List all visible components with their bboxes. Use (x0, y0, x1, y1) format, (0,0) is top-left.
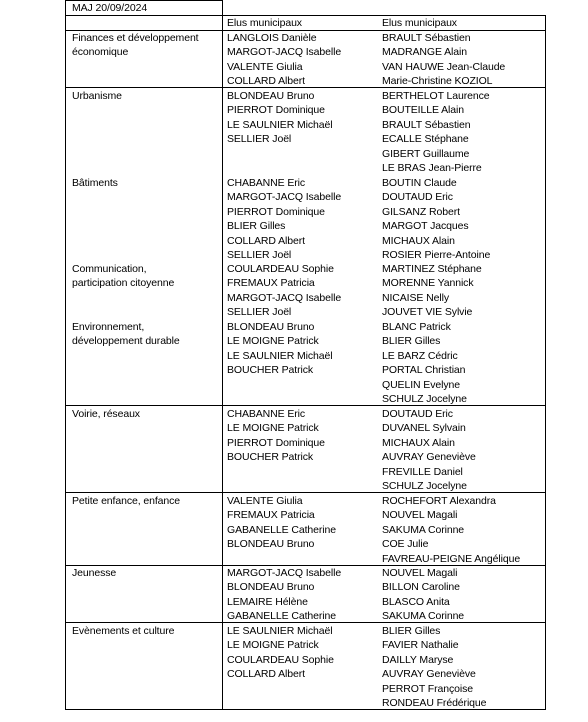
table-cell-line: économique (72, 46, 129, 59)
table-cell-line: MARGOT-JACQ Isabelle (227, 46, 342, 59)
table-cell-line: BLASCO Anita (382, 595, 450, 608)
column-header-elus: Elus municipaux (382, 17, 457, 29)
table-cell-line: RONDEAU Frédérique (382, 696, 487, 709)
table-cell-line: DOUTAUD Eric (382, 191, 453, 204)
table-cell-line: Evènements et culture (72, 625, 175, 637)
table-cell-line: CHABANNE Eric (227, 408, 306, 420)
table-cell-line: Voirie, réseaux (72, 408, 140, 420)
table-cell-line: DOUTAUD Eric (382, 408, 453, 420)
table-cell-line: GABANELLE Catherine (227, 610, 336, 623)
table-cell-line: FREMAUX Patricia (227, 509, 315, 522)
elus-column-1 (227, 566, 341, 624)
commission-theme (72, 566, 116, 580)
table-cell-line: PERROT Françoise (382, 682, 473, 695)
commission-theme (72, 494, 180, 508)
table-cell-line: MICHAUX Alain (382, 436, 455, 449)
table-cell-line: PIERROT Dominique (227, 205, 325, 218)
table-cell-line: FAVIER Nathalie (382, 639, 459, 652)
elus-column-2 (382, 176, 490, 262)
table-cell-line: BOUCHER Patrick (227, 451, 314, 464)
table-cell-line: MARGOT-JACQ Isabelle (227, 191, 342, 204)
table-cell-line: LEMAIRE Hélène (227, 595, 308, 608)
table-cell-line: LE SAULNIER Michaël (227, 349, 333, 362)
table-cell-line: MORENNE Yannick (382, 277, 474, 290)
table-cell-line: GABANELLE Catherine (227, 523, 336, 536)
table-rule (545, 15, 546, 710)
table-cell-line: BRAULT Sébastien (382, 118, 471, 131)
table-cell-line: PIERROT Dominique (227, 104, 325, 117)
table-cell-line: BLONDEAU Bruno (227, 538, 315, 551)
table-cell-line: MARGOT-JACQ Isabelle (227, 291, 342, 304)
table-cell-line: PORTAL Christian (382, 364, 466, 377)
table-cell-line: FAVREAU-PEIGNE Angélique (382, 552, 521, 565)
table-cell-line: développement durable (72, 335, 180, 348)
table-cell-line: MARTINEZ Stéphane (382, 263, 482, 275)
table-cell-line: BERTHELOT Laurence (382, 90, 490, 102)
table-cell-line: SELLIER Joël (227, 306, 292, 319)
table-cell-line: participation citoyenne (72, 277, 175, 290)
table-cell-line: MADRANGE Alain (382, 46, 467, 59)
elus-column-2 (382, 624, 486, 710)
table-cell-line: CHABANNE Eric (227, 177, 306, 189)
table-cell-line: LE SAULNIER Michaël (227, 118, 333, 131)
commission-theme (72, 320, 180, 349)
elus-column-2 (382, 494, 520, 566)
table-cell-line: BLONDEAU Bruno (227, 581, 315, 594)
table-cell-line: BLONDEAU Bruno (227, 321, 315, 333)
table-cell-line: ECALLE Stéphane (382, 133, 469, 146)
table-cell-line: BOUTIN Claude (382, 177, 457, 189)
table-cell-line: VALENTE Giulia (227, 495, 303, 507)
table-cell-line: Communication, (72, 263, 147, 275)
elus-column-1 (227, 31, 341, 89)
table-cell-line: FREMAUX Patricia (227, 277, 315, 290)
table-cell-line: BLIER Gilles (382, 625, 441, 637)
table-cell-line: MARGOT-JACQ Isabelle (227, 567, 342, 579)
table-cell-line: SELLIER Joël (227, 133, 292, 146)
table-cell-line: Finances et développement (72, 32, 199, 44)
table-cell-line: QUELIN Evelyne (382, 378, 460, 391)
table-cell-line: COLLARD Albert (227, 668, 305, 681)
table-cell-line: VAN HAUWE Jean-Claude (382, 60, 506, 73)
table-cell-line: MICHAUX Alain (382, 234, 455, 247)
elus-column-1 (227, 89, 332, 147)
table-cell-line: LE MOIGNE Patrick (227, 639, 319, 652)
elus-column-2 (382, 566, 464, 624)
table-cell-line: Bâtiments (72, 177, 118, 189)
table-cell-line: DAILLY Maryse (382, 653, 454, 666)
table-cell-line: Urbanisme (72, 90, 122, 102)
table-cell-line: BLONDEAU Bruno (227, 90, 315, 102)
commission-theme (72, 407, 140, 421)
table-cell-line: SAKUMA Corinne (382, 523, 465, 536)
elus-column-2 (382, 407, 476, 493)
table-cell-line: Marie-Christine KOZIOL (382, 75, 493, 88)
table-cell-line: Environnement, (72, 321, 145, 333)
table-rule (65, 405, 545, 406)
table-cell-line: GILSANZ Robert (382, 205, 460, 218)
table-cell-line: COULARDEAU Sophie (227, 263, 334, 275)
table-cell-line: NICAISE Nelly (382, 291, 449, 304)
table-cell-line: NOUVEL Magali (382, 567, 458, 579)
table-cell-line: SAKUMA Corinne (382, 610, 465, 623)
table-cell-line: BRAULT Sébastien (382, 32, 471, 44)
table-cell-line: JOUVET VIE Sylvie (382, 306, 473, 319)
table-cell-line: LE BRAS Jean-Pierre (382, 161, 482, 174)
elus-column-2 (382, 262, 482, 320)
table-cell-line: NOUVEL Magali (382, 509, 458, 522)
table-cell-line: AUVRAY Geneviève (382, 451, 476, 464)
table-rule (65, 0, 66, 710)
table-cell-line: COLLARD Albert (227, 75, 305, 88)
table-cell-line: LANGLOIS Danièle (227, 32, 317, 44)
table-cell-line: Jeunesse (72, 567, 117, 579)
elus-column-2 (382, 31, 505, 89)
elus-column-1 (227, 320, 332, 378)
elus-column-1 (227, 494, 336, 552)
table-cell-line: LE MOIGNE Patrick (227, 422, 319, 435)
table-cell-line: COULARDEAU Sophie (227, 653, 334, 666)
table-cell-line: MARGOT Jacques (382, 220, 469, 233)
table-cell-line: VALENTE Giulia (227, 60, 303, 73)
table-cell-line: SELLIER Joël (227, 248, 292, 261)
elus-column-2 (382, 320, 467, 406)
table-cell-line: COE Julie (382, 538, 429, 551)
table-cell-line: PIERROT Dominique (227, 436, 325, 449)
table-cell-line: BLIER Gilles (227, 220, 286, 233)
table-cell-line: BOUCHER Patrick (227, 364, 314, 377)
elus-column-1 (227, 624, 334, 682)
table-cell-line: LE MOIGNE Patrick (227, 335, 319, 348)
table-cell-line: BLIER Gilles (382, 335, 441, 348)
table-cell-line: BLANC Patrick (382, 321, 451, 333)
elus-column-1 (227, 262, 341, 320)
commission-theme (72, 31, 199, 60)
update-date: MAJ 20/09/2024 (72, 2, 148, 14)
table-cell-line: COLLARD Albert (227, 234, 305, 247)
table-cell-line: AUVRAY Geneviève (382, 668, 476, 681)
elus-column-1 (227, 407, 325, 465)
elus-column-1 (227, 176, 341, 262)
commission-theme (72, 262, 174, 291)
table-cell-line: LE BARZ Cédric (382, 349, 458, 362)
table-cell-line: SCHULZ Jocelyne (382, 479, 467, 492)
table-cell-line: DUVANEL Sylvain (382, 422, 466, 435)
table-cell-line: LE SAULNIER Michaël (227, 625, 333, 637)
commission-theme (72, 89, 122, 103)
table-cell-line: BILLON Caroline (382, 581, 460, 594)
table-cell-line: ROSIER Pierre-Antoine (382, 248, 491, 261)
table-cell-line: SCHULZ Jocelyne (382, 392, 467, 405)
commission-theme (72, 624, 174, 638)
table-cell-line: ROCHEFORT Alexandra (382, 495, 496, 507)
table-cell-line: FREVILLE Daniel (382, 465, 463, 478)
commission-theme (72, 176, 118, 190)
table-cell-line: BOUTEILLE Alain (382, 104, 464, 117)
elus-column-2 (382, 89, 490, 175)
table-cell-line: Petite enfance, enfance (72, 495, 181, 507)
table-rule (222, 0, 223, 710)
column-header-elus: Elus municipaux (227, 17, 302, 29)
table-cell-line: GIBERT Guillaume (382, 147, 470, 160)
